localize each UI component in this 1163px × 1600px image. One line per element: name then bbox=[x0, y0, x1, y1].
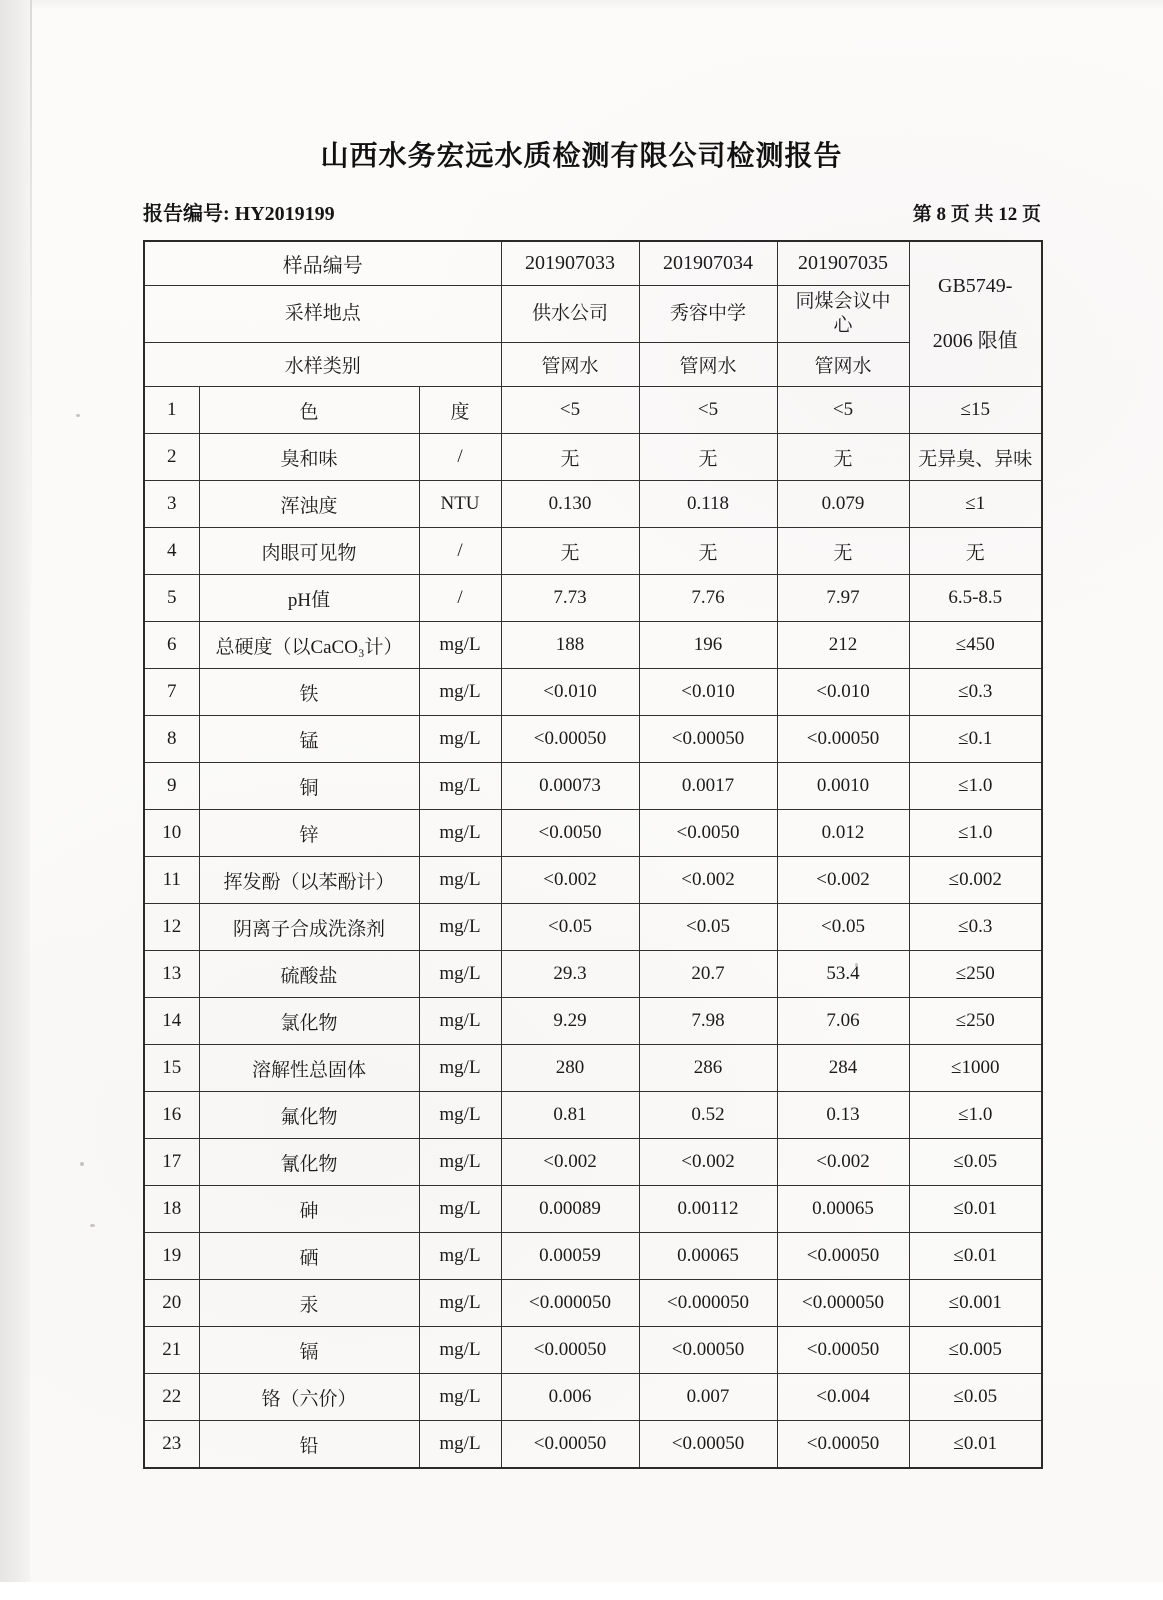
row-number: 16 bbox=[144, 1092, 199, 1139]
table-row bbox=[144, 810, 1042, 857]
sample3-value: <0.002 bbox=[777, 857, 909, 904]
header-row-location bbox=[144, 286, 1042, 343]
row-number: 23 bbox=[144, 1421, 199, 1469]
sample1-value: 9.29 bbox=[501, 998, 639, 1045]
limit-value: ≤0.1 bbox=[909, 716, 1042, 763]
sample1-value: <0.000050 bbox=[501, 1280, 639, 1327]
sample3-value: <0.004 bbox=[777, 1374, 909, 1421]
sample2-value: 0.52 bbox=[639, 1092, 777, 1139]
param-name: 砷 bbox=[199, 1186, 419, 1233]
limit-value: ≤0.01 bbox=[909, 1421, 1042, 1469]
param-name: 氟化物 bbox=[199, 1092, 419, 1139]
param-unit: mg/L bbox=[419, 998, 501, 1045]
sample3-location: 同煤会议中心 bbox=[777, 286, 909, 343]
limit-header-standard: GB5749- bbox=[938, 275, 1013, 297]
param-name: 铁 bbox=[199, 669, 419, 716]
sample1-value: <0.00050 bbox=[501, 1421, 639, 1469]
param-unit: 度 bbox=[419, 387, 501, 434]
limit-value: ≤250 bbox=[909, 998, 1042, 1045]
sample3-value: 0.0010 bbox=[777, 763, 909, 810]
sample3-value: <0.00050 bbox=[777, 1421, 909, 1469]
limit-value: ≤15 bbox=[909, 387, 1042, 434]
sample2-value: <0.00050 bbox=[639, 1327, 777, 1374]
limit-value: ≤1 bbox=[909, 481, 1042, 528]
sample2-value: 0.00112 bbox=[639, 1186, 777, 1233]
row-number: 6 bbox=[144, 622, 199, 669]
param-name: 铅 bbox=[199, 1421, 419, 1469]
sample1-value: 29.3 bbox=[501, 951, 639, 998]
param-unit: / bbox=[419, 434, 501, 481]
report-title: 山西水务宏远水质检测有限公司检测报告 bbox=[320, 140, 843, 171]
limit-value: 6.5-8.5 bbox=[909, 575, 1042, 622]
limit-value: ≤0.005 bbox=[909, 1327, 1042, 1374]
param-unit: mg/L bbox=[419, 716, 501, 763]
sample1-value: 7.73 bbox=[501, 575, 639, 622]
sample1-value: 188 bbox=[501, 622, 639, 669]
sample2-value: <0.000050 bbox=[639, 1280, 777, 1327]
row-number: 11 bbox=[144, 857, 199, 904]
table-row bbox=[144, 669, 1042, 716]
param-name: 肉眼可见物 bbox=[199, 528, 419, 575]
paper-edge-line bbox=[30, 0, 32, 640]
results-header bbox=[144, 241, 1042, 387]
sample2-value: <0.00050 bbox=[639, 1421, 777, 1469]
sample3-value: 无 bbox=[777, 528, 909, 575]
param-name: 锌 bbox=[199, 810, 419, 857]
param-name: 色 bbox=[199, 387, 419, 434]
table-row bbox=[144, 575, 1042, 622]
report-meta bbox=[143, 197, 1041, 226]
location-label: 采样地点 bbox=[144, 286, 501, 343]
sample2-value: <0.002 bbox=[639, 857, 777, 904]
sample2-value: 20.7 bbox=[639, 951, 777, 998]
table-row bbox=[144, 1374, 1042, 1421]
param-name: 硫酸盐 bbox=[199, 951, 419, 998]
sample3-value: 7.06 bbox=[777, 998, 909, 1045]
sample3-value: <5 bbox=[777, 387, 909, 434]
table-row bbox=[144, 387, 1042, 434]
limit-value: ≤1.0 bbox=[909, 763, 1042, 810]
limit-value: ≤0.05 bbox=[909, 1374, 1042, 1421]
table-row bbox=[144, 1280, 1042, 1327]
sample2-type: 管网水 bbox=[639, 343, 777, 387]
sample3-value: 7.97 bbox=[777, 575, 909, 622]
sample3-type: 管网水 bbox=[777, 343, 909, 387]
scanner-edge-bottom bbox=[0, 1582, 1163, 1600]
param-unit: mg/L bbox=[419, 1233, 501, 1280]
param-unit: mg/L bbox=[419, 669, 501, 716]
row-number: 7 bbox=[144, 669, 199, 716]
sample1-value: <5 bbox=[501, 387, 639, 434]
row-number: 14 bbox=[144, 998, 199, 1045]
limit-column-header bbox=[909, 241, 1042, 387]
row-number: 9 bbox=[144, 763, 199, 810]
param-name: 氯化物 bbox=[199, 998, 419, 1045]
param-unit: mg/L bbox=[419, 1280, 501, 1327]
sample2-value: <5 bbox=[639, 387, 777, 434]
table-row bbox=[144, 998, 1042, 1045]
limit-value: ≤0.01 bbox=[909, 1186, 1042, 1233]
sample1-value: <0.010 bbox=[501, 669, 639, 716]
param-unit: / bbox=[419, 575, 501, 622]
table-row bbox=[144, 1186, 1042, 1233]
row-number: 2 bbox=[144, 434, 199, 481]
sample1-value: 无 bbox=[501, 434, 639, 481]
sample3-value: 0.012 bbox=[777, 810, 909, 857]
sample3-value: 0.13 bbox=[777, 1092, 909, 1139]
sample2-value: 0.00065 bbox=[639, 1233, 777, 1280]
sample1-value: 280 bbox=[501, 1045, 639, 1092]
param-name: 浑浊度 bbox=[199, 481, 419, 528]
param-unit: mg/L bbox=[419, 904, 501, 951]
limit-value: ≤0.3 bbox=[909, 904, 1042, 951]
sample2-value: 0.0017 bbox=[639, 763, 777, 810]
limit-value: ≤1.0 bbox=[909, 810, 1042, 857]
sample3-value: 0.00065 bbox=[777, 1186, 909, 1233]
limit-value: ≤0.002 bbox=[909, 857, 1042, 904]
param-name: 铜 bbox=[199, 763, 419, 810]
row-number: 3 bbox=[144, 481, 199, 528]
param-name: 阴离子合成洗涤剂 bbox=[199, 904, 419, 951]
sample2-value: 7.98 bbox=[639, 998, 777, 1045]
param-unit: mg/L bbox=[419, 857, 501, 904]
scan-speck bbox=[80, 1162, 84, 1166]
sample3-id: 201907035 bbox=[777, 241, 909, 286]
sample1-value: 0.006 bbox=[501, 1374, 639, 1421]
row-number: 20 bbox=[144, 1280, 199, 1327]
sample1-value: <0.05 bbox=[501, 904, 639, 951]
sample2-location: 秀容中学 bbox=[639, 286, 777, 343]
table-row bbox=[144, 622, 1042, 669]
sample3-value: 212 bbox=[777, 622, 909, 669]
sample2-value: 无 bbox=[639, 528, 777, 575]
param-name: pH值 bbox=[199, 575, 419, 622]
sample1-id: 201907033 bbox=[501, 241, 639, 286]
param-name: 硒 bbox=[199, 1233, 419, 1280]
limit-value: ≤0.01 bbox=[909, 1233, 1042, 1280]
param-unit: mg/L bbox=[419, 1421, 501, 1469]
sample1-value: 0.00059 bbox=[501, 1233, 639, 1280]
row-number: 21 bbox=[144, 1327, 199, 1374]
sample2-value: 无 bbox=[639, 434, 777, 481]
header-row-sample-id bbox=[144, 241, 1042, 286]
sample1-value: 无 bbox=[501, 528, 639, 575]
row-number: 12 bbox=[144, 904, 199, 951]
param-name: 氰化物 bbox=[199, 1139, 419, 1186]
param-unit: mg/L bbox=[419, 1374, 501, 1421]
limit-value: ≤0.3 bbox=[909, 669, 1042, 716]
row-number: 10 bbox=[144, 810, 199, 857]
row-number: 19 bbox=[144, 1233, 199, 1280]
results-tbody bbox=[144, 387, 1042, 1469]
sample3-value: 0.079 bbox=[777, 481, 909, 528]
paper-edge-top bbox=[0, 0, 1163, 10]
table-row bbox=[144, 1045, 1042, 1092]
sample1-value: <0.002 bbox=[501, 857, 639, 904]
header-row-water-type bbox=[144, 343, 1042, 387]
table-row bbox=[144, 904, 1042, 951]
sample-id-label: 样品编号 bbox=[144, 241, 501, 286]
param-unit: mg/L bbox=[419, 622, 501, 669]
table-row bbox=[144, 1092, 1042, 1139]
limit-value: ≤1000 bbox=[909, 1045, 1042, 1092]
sample2-value: <0.00050 bbox=[639, 716, 777, 763]
param-name: 总硬度（以CaCO₃计） bbox=[199, 622, 419, 669]
sample2-value: <0.05 bbox=[639, 904, 777, 951]
sample2-value: <0.0050 bbox=[639, 810, 777, 857]
param-name: 汞 bbox=[199, 1280, 419, 1327]
page-indicator: 第 8 页 共 12 页 bbox=[912, 204, 1041, 225]
sample2-id: 201907034 bbox=[639, 241, 777, 286]
sample3-value: 284 bbox=[777, 1045, 909, 1092]
limit-value: ≤0.001 bbox=[909, 1280, 1042, 1327]
sample1-value: <0.00050 bbox=[501, 716, 639, 763]
param-name: 铬（六价） bbox=[199, 1374, 419, 1421]
param-name: 挥发酚（以苯酚计） bbox=[199, 857, 419, 904]
row-number: 1 bbox=[144, 387, 199, 434]
sample1-type: 管网水 bbox=[501, 343, 639, 387]
sample3-value: <0.05 bbox=[777, 904, 909, 951]
sample3-value: 53.4 bbox=[777, 951, 909, 998]
row-number: 5 bbox=[144, 575, 199, 622]
param-name: 锰 bbox=[199, 716, 419, 763]
param-unit: / bbox=[419, 528, 501, 575]
limit-value: 无 bbox=[909, 528, 1042, 575]
table-row bbox=[144, 857, 1042, 904]
row-number: 8 bbox=[144, 716, 199, 763]
table-row bbox=[144, 1421, 1042, 1469]
sample1-location: 供水公司 bbox=[501, 286, 639, 343]
sample1-value: 0.00089 bbox=[501, 1186, 639, 1233]
row-number: 15 bbox=[144, 1045, 199, 1092]
row-number: 4 bbox=[144, 528, 199, 575]
table-row bbox=[144, 1139, 1042, 1186]
sample1-value: <0.002 bbox=[501, 1139, 639, 1186]
sample1-value: 0.130 bbox=[501, 481, 639, 528]
sample1-value: 0.81 bbox=[501, 1092, 639, 1139]
sample2-value: 0.118 bbox=[639, 481, 777, 528]
table-row bbox=[144, 716, 1042, 763]
report-number-label: 报告编号: bbox=[143, 203, 230, 225]
limit-value: ≤250 bbox=[909, 951, 1042, 998]
sample2-value: 0.007 bbox=[639, 1374, 777, 1421]
row-number: 22 bbox=[144, 1374, 199, 1421]
sample2-value: <0.002 bbox=[639, 1139, 777, 1186]
water-type-label: 水样类别 bbox=[144, 343, 501, 387]
limit-value: ≤0.05 bbox=[909, 1139, 1042, 1186]
row-number: 13 bbox=[144, 951, 199, 998]
sample3-value: <0.000050 bbox=[777, 1280, 909, 1327]
sample2-value: 196 bbox=[639, 622, 777, 669]
sample3-value: 无 bbox=[777, 434, 909, 481]
param-name: 臭和味 bbox=[199, 434, 419, 481]
sample3-value: <0.00050 bbox=[777, 1327, 909, 1374]
limit-value: 无异臭、异味 bbox=[909, 434, 1042, 481]
sample3-value: <0.00050 bbox=[777, 716, 909, 763]
param-name: 溶解性总固体 bbox=[199, 1045, 419, 1092]
table-row bbox=[144, 763, 1042, 810]
sample3-value: <0.002 bbox=[777, 1139, 909, 1186]
table-row bbox=[144, 1327, 1042, 1374]
param-unit: NTU bbox=[419, 481, 501, 528]
sample2-value: 286 bbox=[639, 1045, 777, 1092]
sample1-value: <0.0050 bbox=[501, 810, 639, 857]
param-unit: mg/L bbox=[419, 1327, 501, 1374]
limit-value: ≤450 bbox=[909, 622, 1042, 669]
row-number: 17 bbox=[144, 1139, 199, 1186]
sample2-value: <0.010 bbox=[639, 669, 777, 716]
param-unit: mg/L bbox=[419, 1186, 501, 1233]
limit-value: ≤1.0 bbox=[909, 1092, 1042, 1139]
param-unit: mg/L bbox=[419, 763, 501, 810]
report-number-value: HY2019199 bbox=[234, 203, 335, 225]
sample3-value: <0.00050 bbox=[777, 1233, 909, 1280]
param-unit: mg/L bbox=[419, 1045, 501, 1092]
table-row bbox=[144, 528, 1042, 575]
param-unit: mg/L bbox=[419, 1139, 501, 1186]
report-number bbox=[143, 197, 335, 226]
limit-header-year: 2006 限值 bbox=[932, 330, 1018, 352]
param-unit: mg/L bbox=[419, 810, 501, 857]
table-row bbox=[144, 481, 1042, 528]
paper-edge-left bbox=[0, 0, 30, 1582]
table-row bbox=[144, 1233, 1042, 1280]
results-table bbox=[143, 240, 1043, 1469]
sample1-value: <0.00050 bbox=[501, 1327, 639, 1374]
param-name: 镉 bbox=[199, 1327, 419, 1374]
scan-speck bbox=[76, 414, 80, 417]
table-row bbox=[144, 434, 1042, 481]
sample2-value: 7.76 bbox=[639, 575, 777, 622]
row-number: 18 bbox=[144, 1186, 199, 1233]
table-row bbox=[144, 951, 1042, 998]
param-unit: mg/L bbox=[419, 951, 501, 998]
param-unit: mg/L bbox=[419, 1092, 501, 1139]
scan-speck bbox=[90, 1224, 95, 1227]
sample3-value: <0.010 bbox=[777, 669, 909, 716]
sample1-value: 0.00073 bbox=[501, 763, 639, 810]
